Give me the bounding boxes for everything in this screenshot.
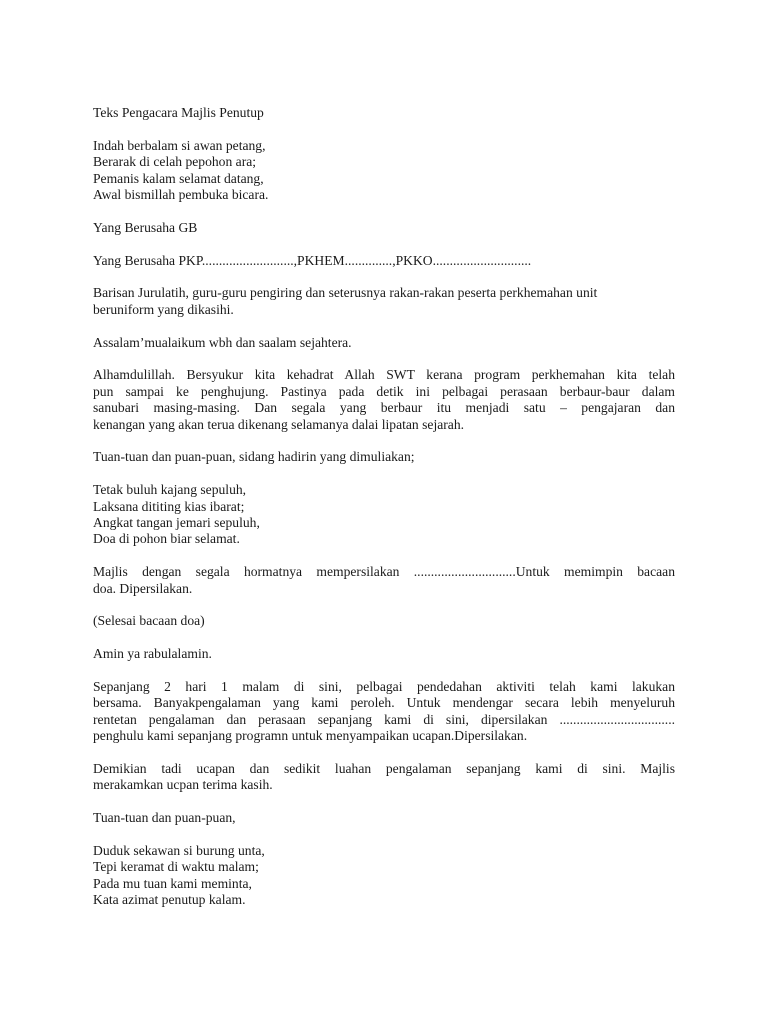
pantun-line: Angkat tangan jemari sepuluh, [93, 515, 260, 531]
amin-line: Amin ya rabulalamin. [93, 646, 212, 662]
pantun-line: Kata azimat penutup kalam. [93, 892, 246, 908]
alhamdulillah-paragraph [93, 367, 675, 433]
demikian-paragraph [93, 761, 675, 794]
sepanjang-paragraph [93, 679, 675, 745]
address-2-block [93, 810, 675, 826]
paragraph-line: rentetan pengalaman dan perasaan sepanjang kami di sini, dipersilakan .................................. [93, 711, 675, 727]
address-line: Tuan-tuan dan puan-puan, [93, 810, 236, 826]
amin-block [93, 646, 675, 662]
greeting-gb: Yang Berusaha GB [93, 219, 198, 235]
document-title-block [93, 105, 675, 121]
paragraph-line: kenangan yang akan terua dikenang selamanya dalai lipatan sejarah. [93, 416, 465, 432]
pantun-line: Pada mu tuan kami meminta, [93, 875, 252, 891]
paragraph-line: Alhamdulillah. Bersyukur kita kehadrat Allah SWT kerana program perkhemahan kita telah [93, 367, 675, 383]
doa-pantun [93, 482, 675, 548]
pantun-line: Tepi keramat di waktu malam; [93, 859, 259, 875]
greeting-pkp: Yang Berusaha PKP...........................,PKHEM..............,PKKO............................. [93, 252, 532, 268]
paragraph-line: doa. Dipersilakan. [93, 580, 193, 596]
pantun-line: Indah berbalam si awan petang, [93, 137, 266, 153]
opening-pantun [93, 138, 675, 204]
paragraph-line: sanubari masing-masing. Dan segala yang berbaur itu menjadi satu – pengajaran dan [93, 400, 675, 416]
selesai-line: (Selesai bacaan doa) [93, 613, 205, 629]
pantun-line: Berarak di celah pepohon ara; [93, 154, 257, 170]
greeting-pkp-block [93, 253, 675, 269]
paragraph-line: Majlis dengan segala hormatnya mempersilakan ..............................Untuk memimpin bacaan [93, 564, 675, 580]
barisan-paragraph [93, 285, 675, 318]
greeting-gb-block [93, 220, 675, 236]
pantun-line: Duduk sekawan si burung unta, [93, 843, 265, 859]
address-line: Tuan-tuan dan puan-puan, sidang hadirin yang dimuliakan; [93, 449, 415, 465]
paragraph-line: Sepanjang 2 hari 1 malam di sini, pelbagai pendedahan aktiviti telah kami lakukan [93, 679, 675, 695]
paragraph-line: bersama. Banyakpengalaman yang kami peroleh. Untuk mendengar secara lebih menyeluruh [93, 695, 675, 711]
pantun-line: Tetak buluh kajang sepuluh, [93, 482, 247, 498]
pantun-line: Awal bismillah pembuka bicara. [93, 187, 269, 203]
pantun-line: Laksana dititing kias ibarat; [93, 498, 245, 514]
pantun-line: Pemanis kalam selamat datang, [93, 170, 264, 186]
paragraph-line: merakamkan ucpan terima kasih. [93, 777, 273, 793]
selesai-block [93, 613, 675, 629]
paragraph-line: penghulu kami sepanjang programn untuk menyampaikan ucapan.Dipersilakan. [93, 728, 528, 744]
document-body [93, 105, 675, 925]
closing-pantun [93, 843, 675, 909]
invite-doa-paragraph [93, 564, 675, 597]
salam-line: Assalam’mualaikum wbh dan saalam sejahtera. [93, 334, 352, 350]
salam-block [93, 335, 675, 351]
pantun-line: Doa di pohon biar selamat. [93, 531, 240, 547]
paragraph-line: beruniform yang dikasihi. [93, 301, 234, 317]
document-title: Teks Pengacara Majlis Penutup [93, 105, 264, 120]
paragraph-line: Demikian tadi ucapan dan sedikit luahan pengalaman sepanjang kami di sini. Majlis [93, 761, 675, 777]
address-1-block [93, 449, 675, 465]
paragraph-line: Barisan Jurulatih, guru-guru pengiring dan seterusnya rakan-rakan peserta perkhemahan unit [93, 285, 598, 301]
paragraph-line: pun sampai ke penghujung. Pastinya pada detik ini pelbagai perasaan berbaur-baur dalam [93, 383, 675, 399]
